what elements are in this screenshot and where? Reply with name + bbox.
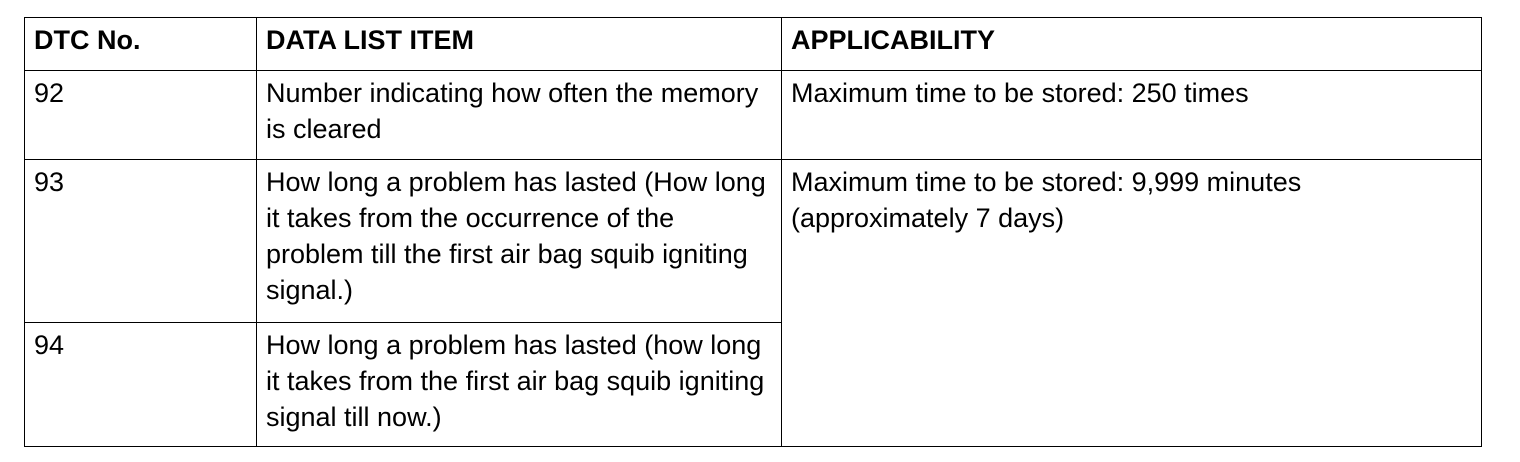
applicability-cell: Maximum time to be stored: 9,999 minutes (approximately 7 days): [782, 160, 1482, 447]
table-row: [25, 160, 1482, 323]
dtc-data-list-table: [24, 17, 1482, 447]
dtc-number-cell: 94: [25, 323, 257, 447]
data-list-item-cell: How long a problem has lasted (how long it takes from the first air bag squib igniting signal till now.): [257, 323, 782, 447]
dtc-number-cell: 92: [25, 71, 257, 160]
header-applicability: APPLICABILITY: [782, 18, 1482, 71]
data-list-item-cell: Number indicating how often the memory is cleared: [257, 71, 782, 160]
header-data-list-item: DATA LIST ITEM: [257, 18, 782, 71]
data-list-item-cell: How long a problem has lasted (How long it takes from the occurrence of the problem till the first air bag squib igniting signal.): [257, 160, 782, 323]
table-header-row: [25, 18, 1482, 71]
table-row: [25, 71, 1482, 160]
header-dtc-no: DTC No.: [25, 18, 257, 71]
applicability-cell: Maximum time to be stored: 250 times: [782, 71, 1482, 160]
dtc-number-cell: 93: [25, 160, 257, 323]
